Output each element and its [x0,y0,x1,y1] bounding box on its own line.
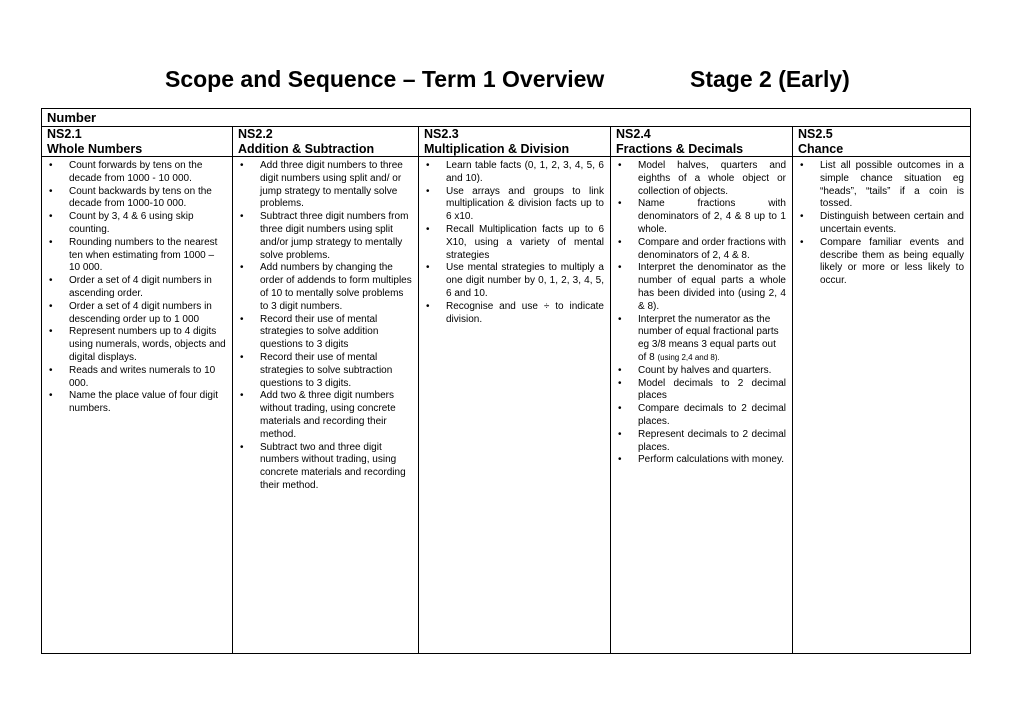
column-header [233,127,418,157]
outcome-code: NS2.1 [47,127,82,141]
list-item: • Count backwards by tens on the decade from 1000-10 000. [69,186,226,212]
list-item: • Reads and writes numerals to 10 000. [69,365,226,391]
column-header [42,127,232,157]
list-item: • Order a set of 4 digit numbers in descending order up to 1 000 [69,301,226,327]
outcome-list [793,160,970,288]
list-item: • Name fractions with denominators of 2, 4 & 8 up to 1 whole. [638,198,786,236]
list-item-text: Interpret the numerator as the number of equal fractional parts eg 3/8 means 3 equal parts out of 8 [638,313,779,363]
outcome-list [233,160,418,493]
list-item: • Rounding numbers to the nearest ten when estimating from 1000 – 10 000. [69,237,226,275]
list-item: • Count forwards by tens on the decade from 1000 - 10 000. [69,160,226,186]
list-item: • Record their use of mental strategies to solve addition questions to 3 digits [260,314,412,352]
outcome-name: Chance [798,141,844,156]
title-row [0,66,1024,100]
stage-title: Stage 2 (Early) [690,66,850,92]
columns [42,127,970,653]
outcome-code: NS2.4 [616,127,651,141]
outcome-name: Whole Numbers [47,141,143,156]
list-item: • Use arrays and groups to link multiplication & division facts up to 6 x10. [446,186,604,224]
outcome-list [611,160,792,467]
list-item: • Add numbers by changing the order of addends to form multiples of 10 to mentally solve problems to 3 digit numbers. [260,262,412,313]
column-addition-subtraction [233,127,419,653]
outcome-list [419,160,610,326]
list-item: • Represent numbers up to 4 digits using numerals, words, objects and digital displays. [69,326,226,364]
list-item: • Count by halves and quarters. [638,365,786,378]
list-item: • Model decimals to 2 decimal places [638,378,786,404]
strand-label: Number [42,109,970,127]
list-item: • Represent decimals to 2 decimal places. [638,429,786,455]
list-item-small-note: (using 2,4 and 8). [657,352,720,362]
list-item: • Record their use of mental strategies to solve subtraction questions to 3 digits. [260,352,412,390]
column-whole-numbers [42,127,233,653]
list-item: • Compare decimals to 2 decimal places. [638,403,786,429]
outcome-list [42,160,232,416]
overview-table [41,108,971,654]
column-multiplication-division [419,127,611,653]
column-fractions-decimals [611,127,793,653]
list-item: • Compare and order fractions with denominators of 2, 4 & 8. [638,237,786,263]
list-item: • Distinguish between certain and uncertain events. [820,211,964,237]
page-title: Scope and Sequence – Term 1 Overview [165,66,605,92]
list-item: • Name the place value of four digit numbers. [69,390,226,416]
outcome-name: Fractions & Decimals [616,141,744,156]
outcome-name: Addition & Subtraction [238,141,375,156]
column-chance [793,127,970,653]
list-item: • Recall Multiplication facts up to 6 X10, using a variety of mental strategies [446,224,604,262]
list-item: • Recognise and use ÷ to indicate division. [446,301,604,327]
list-item: • Perform calculations with money. [638,454,786,467]
outcome-code: NS2.3 [424,127,459,141]
list-item: • Count by 3, 4 & 6 using skip counting. [69,211,226,237]
column-header [419,127,610,157]
column-header [793,127,970,157]
list-item: • Subtract three digit numbers from three digit numbers using split and/or jump strategy to mentally solve problems. [260,211,412,262]
list-item: • Add three digit numbers to three digit numbers using split and/ or jump strategy to mentally solve problems. [260,160,412,211]
list-item: • Subtract two and three digit numbers without trading, using concrete materials and recording their method. [260,442,412,493]
column-header [611,127,792,157]
outcome-code: NS2.5 [798,127,833,141]
list-item: • Compare familiar events and describe them as being equally likely or more or less likely to occur. [820,237,964,288]
list-item: • Interpret the denominator as the number of equal parts a whole has been divided into (using 2, 4 & 8). [638,262,786,313]
list-item: • Model halves, quarters and eighths of a whole object or collection of objects. [638,160,786,198]
outcome-name: Multiplication & Division [424,141,570,156]
list-item: • Learn table facts (0, 1, 2, 3, 4, 5, 6 and 10). [446,160,604,186]
list-item: • Order a set of 4 digit numbers in ascending order. [69,275,226,301]
list-item [638,314,786,365]
list-item: • Use mental strategies to multiply a one digit number by 0, 1, 2, 3, 4, 5, 6 and 10. [446,262,604,300]
outcome-code: NS2.2 [238,127,273,141]
list-item: • List all possible outcomes in a simple chance situation eg “heads”, “tails” if a coin is tossed. [820,160,964,211]
list-item: • Add two & three digit numbers without trading, using concrete materials and recording their method. [260,390,412,441]
